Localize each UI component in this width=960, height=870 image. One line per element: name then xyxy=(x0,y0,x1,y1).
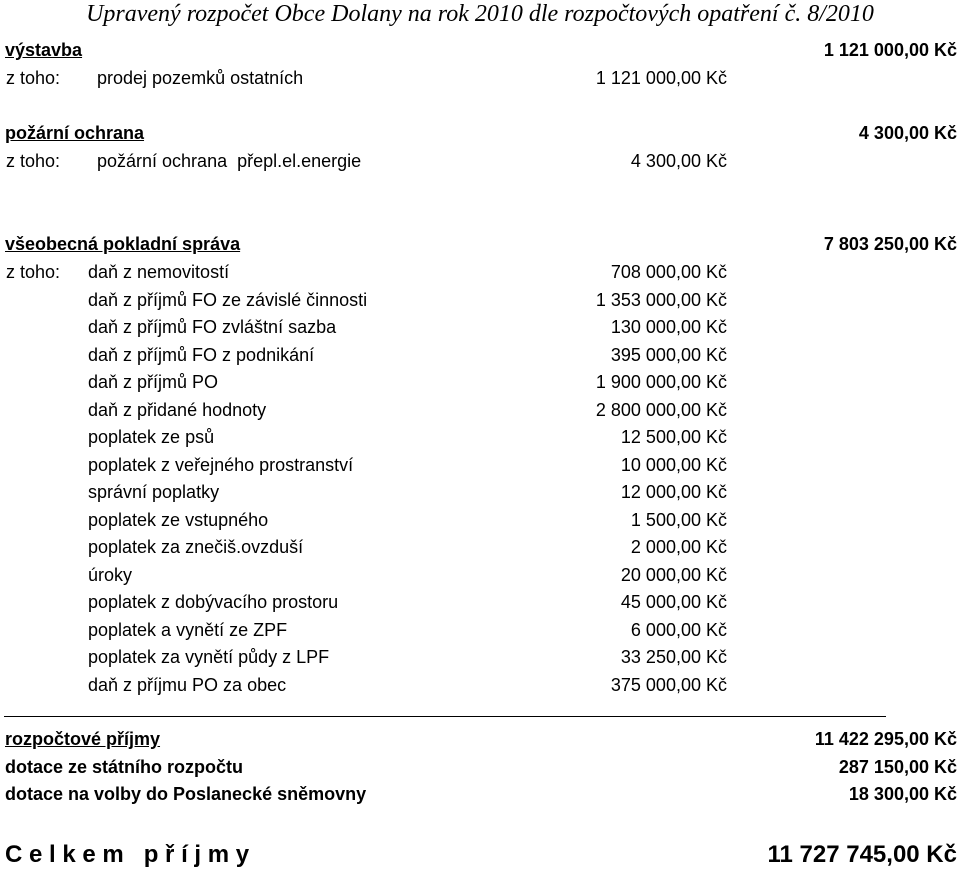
section-heading-vseobecna-pokladni-sprava: všeobecná pokladní správa xyxy=(5,234,241,254)
item-amount: 12 000,00 Kč xyxy=(620,482,727,502)
divider-rule xyxy=(4,716,886,717)
section-heading-pozarni-ochrana: požární ochrana xyxy=(5,123,145,143)
item-amount: 33 250,00 Kč xyxy=(620,647,727,667)
item-amount: 10 000,00 Kč xyxy=(620,454,727,475)
item-label: poplatek za znečiš.ovzduší xyxy=(88,537,304,557)
item-amount: 6 000,00 Kč xyxy=(630,619,727,640)
prefix-z-toho: z toho: xyxy=(6,151,61,171)
item-label: daň z příjmu PO za obec xyxy=(88,674,287,695)
grand-total-amount: 11 727 745,00 Kč xyxy=(767,841,957,868)
item-amount: 375 000,00 Kč xyxy=(610,674,727,695)
summary-amount-rozpoctove-prijmy: 11 422 295,00 Kč xyxy=(814,729,957,749)
item-label: správní poplatky xyxy=(88,482,220,502)
item-amount: 1 353 000,00 Kč xyxy=(595,289,727,310)
item-label: poplatek z veřejného prostranství xyxy=(88,454,354,475)
item-amount: 2 800 000,00 Kč xyxy=(595,399,727,420)
prefix-z-toho: z toho: xyxy=(6,262,61,282)
item-amount: 12 500,00 Kč xyxy=(620,427,727,447)
item-label: úroky xyxy=(88,564,133,585)
section-heading-vystavba: výstavba xyxy=(5,40,83,60)
item-label: daň z příjmů FO ze závislé činnosti xyxy=(88,289,368,310)
summary-label-dotace-statni: dotace ze státního rozpočtu xyxy=(5,757,244,777)
item-label: poplatek ze vstupného xyxy=(88,509,269,530)
section-total-pozarni-ochrana: 4 300,00 Kč xyxy=(858,123,957,143)
item-label: daň z příjmů FO z podnikání xyxy=(88,344,315,365)
item-amount: 1 900 000,00 Kč xyxy=(595,372,727,392)
item-label: poplatek ze psů xyxy=(88,427,215,447)
item-amount: 1 500,00 Kč xyxy=(630,509,727,530)
item-amount: 2 000,00 Kč xyxy=(630,537,727,557)
summary-label-dotace-volby: dotace na volby do Poslanecké sněmovny xyxy=(5,784,367,804)
item-amount: 395 000,00 Kč xyxy=(610,344,727,365)
item-label: poplatek a vynětí ze ZPF xyxy=(88,619,288,640)
item-label: daň z nemovitostí xyxy=(88,262,230,282)
item-amount: 130 000,00 Kč xyxy=(610,317,727,337)
summary-amount-dotace-volby: 18 300,00 Kč xyxy=(848,784,957,804)
item-label: daň z příjmů FO zvláštní sazba xyxy=(88,317,337,337)
item-label: požární ochrana přepl.el.energie xyxy=(97,151,362,171)
grand-total-label: C e l k e m p ř í j m y xyxy=(5,841,250,868)
item-amount: 1 121 000,00 Kč xyxy=(595,68,727,88)
section-total-vseobecna-pokladni-sprava: 7 803 250,00 Kč xyxy=(823,234,957,254)
section-total-vystavba: 1 121 000,00 Kč xyxy=(823,40,957,60)
item-label: daň z přidané hodnoty xyxy=(88,399,267,420)
prefix-z-toho: z toho: xyxy=(6,68,61,88)
page-title: Upravený rozpočet Obce Dolany na rok 2010 dle rozpočtových opatření č. 8/2010 xyxy=(86,1,874,27)
item-label: poplatek z dobývacího prostoru xyxy=(88,592,339,612)
summary-amount-dotace-statni: 287 150,00 Kč xyxy=(838,757,957,777)
summary-label-rozpoctove-prijmy: rozpočtové příjmy xyxy=(5,729,161,749)
item-label: daň z příjmů PO xyxy=(88,372,219,392)
item-label: poplatek za vynětí půdy z LPF xyxy=(88,647,330,667)
item-amount: 45 000,00 Kč xyxy=(620,592,727,612)
item-amount: 20 000,00 Kč xyxy=(620,564,727,585)
item-amount: 4 300,00 Kč xyxy=(630,151,727,171)
item-label: prodej pozemků ostatních xyxy=(97,68,304,88)
item-amount: 708 000,00 Kč xyxy=(610,262,727,282)
